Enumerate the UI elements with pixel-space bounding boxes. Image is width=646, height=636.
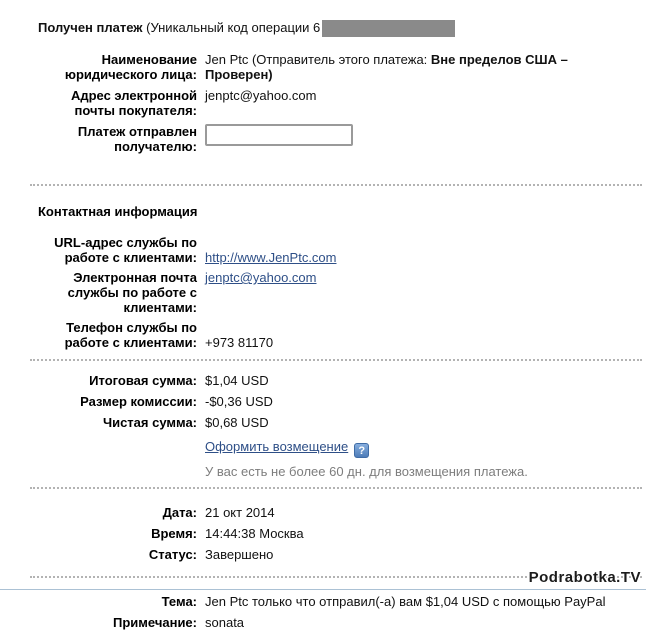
gross-amount-value: $1,04 USD [205, 373, 269, 389]
table-row [30, 526, 304, 547]
fee-amount-value: -$0,36 USD [205, 394, 273, 410]
page-title-transaction-code: (Уникальный код операции 6 [142, 20, 321, 35]
table-row [30, 270, 337, 320]
bottom-edge-line [0, 589, 646, 590]
customer-service-phone-label: Телефон службы по работе с клиентами: [64, 320, 197, 351]
business-name-label: Наименование юридического лица: [64, 52, 197, 83]
table-row [30, 394, 273, 415]
message-table [30, 594, 605, 636]
customer-service-url-label: URL-адрес службы по работе с клиентами: [54, 235, 197, 266]
divider [30, 359, 642, 361]
sender-verified-status: Вне пределов США – Проверен) [205, 52, 568, 83]
table-row [30, 52, 637, 88]
date-label: Дата: [162, 505, 197, 521]
divider [30, 487, 642, 489]
table-row [30, 373, 273, 394]
gross-amount-label: Итоговая сумма: [89, 373, 197, 389]
podrabotka-watermark: Podrabotka.TV [528, 569, 641, 586]
date-value: 21 окт 2014 [205, 505, 275, 521]
refund-window-note: У вас есть не более 60 дн. для возмещения платежа. [205, 464, 528, 480]
business-name-value: Jen Ptc (Отправитель этого платежа: Вне пределов США – Проверен) [205, 52, 568, 83]
table-row [30, 594, 605, 615]
table-row [30, 320, 337, 355]
fee-amount-label: Размер комиссии: [80, 394, 197, 410]
transaction-details-table [30, 505, 304, 568]
net-amount-value: $0,68 USD [205, 415, 269, 431]
subject-value: Jen Ptc только что отправил(-а) вам $1,04 USD с помощью PayPal [205, 594, 606, 610]
table-row [30, 615, 605, 636]
status-label: Статус: [148, 547, 197, 563]
page-title-bold: Получен платеж [38, 20, 143, 35]
table-row [30, 505, 304, 526]
table-row [30, 415, 273, 436]
customer-service-url-link[interactable]: http://www.JenPtc.com [205, 250, 337, 266]
amounts-table [30, 373, 273, 436]
table-row [30, 235, 337, 270]
payment-sent-to-label: Платеж отправлен получателю: [77, 124, 197, 155]
status-value: Завершено [205, 547, 274, 563]
contact-info-table [30, 235, 337, 355]
redacted-transaction-id [322, 20, 455, 37]
customer-service-email-label: Электронная почта службы по работе с клиентами: [67, 270, 197, 316]
buyer-email-value: jenptc@yahoo.com [205, 88, 317, 104]
help-icon[interactable]: ? [354, 443, 369, 458]
table-row [30, 124, 637, 160]
payment-info-table [30, 52, 637, 160]
customer-service-phone-value: +973 81170 [205, 335, 274, 351]
divider [30, 184, 642, 186]
issue-refund-link[interactable]: Оформить возмещение [205, 439, 349, 455]
net-amount-label: Чистая сумма: [102, 415, 197, 431]
redacted-recipient-box [205, 124, 353, 146]
contact-section-heading: Контактная информация [38, 204, 198, 220]
time-label: Время: [151, 526, 197, 542]
note-value: sonata [205, 615, 245, 631]
table-row [30, 547, 304, 568]
table-row [30, 88, 637, 124]
note-label: Примечание: [113, 615, 197, 631]
customer-service-email-link[interactable]: jenptc@yahoo.com [205, 270, 317, 286]
subject-label: Тема: [161, 594, 197, 610]
buyer-email-label: Адрес электронной почты покупателя: [70, 88, 197, 119]
page-title [38, 19, 642, 37]
time-value: 14:44:38 Москва [205, 526, 304, 542]
